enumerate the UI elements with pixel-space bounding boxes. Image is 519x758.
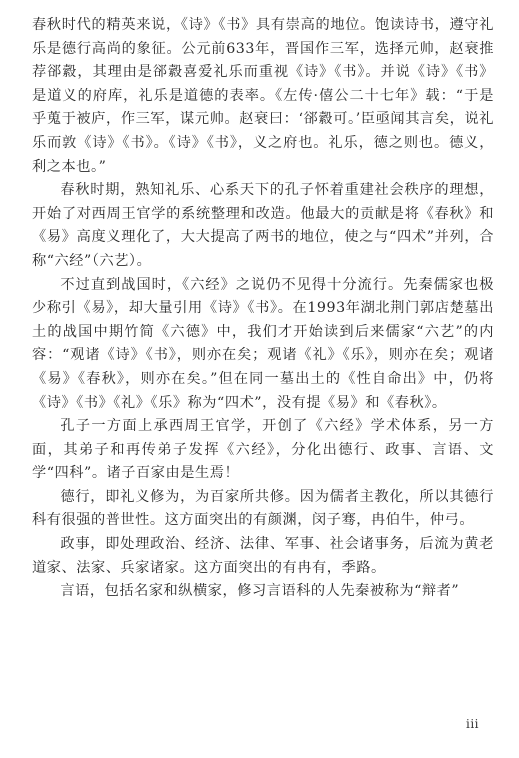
paragraph-5: 德行，即礼义修为，为百家所共修。因为儒者主教化，所以其德行科有很强的普世性。这方面突出的有颜渊，闵子骞，冉伯牛，仲弓。 (32, 488, 494, 529)
paragraph-6: 政事，即处理政治、经济、法律、军事、社会诸事务，后流为黄老道家、法家、兵家诸家。这方面突出的有冉有，季路。 (32, 536, 494, 576)
paragraph-3: 不过直到战国时，《六经》之说仍不见得十分流行。先秦儒家也极少称引《易》，却大量引用《诗》《书》。在1993年湖北荆门郭店楚墓出土的战国中期竹简《六德》中，我们才开始读到后来儒家“六艺”的内容：“观诸《诗》《书》，则亦在矣；观诸《礼》《乐》，则亦在矣；观诸《易》《春秋》，则亦在矣。”但在同一墓出土的《性自命出》中，仍将《诗》《书》《礼》《乐》称为“四术”，没有提《易》和《春秋》。 (32, 276, 494, 411)
paragraph-2: 春秋时期，熟知礼乐、心系天下的孔子怀着重建社会秩序的理想，开始了对西周王官学的系统整理和改造。他最大的贡献是将《春秋》和《易》高度义理化了，大大提高了两书的地位，使之与“四术”并列，合称“六经”（六艺）。 (32, 182, 494, 269)
paragraph-4: 孔子一方面上承西周王官学，开创了《六经》学术体系，另一方面，其弟子和再传弟子发挥《六经》，分化出德行、政事、言语、文学“四科”。诸子百家由是生焉！ (32, 418, 494, 482)
page-number: iii (465, 717, 479, 731)
paragraph-1: 春秋时代的精英来说，《诗》《书》具有崇高的地位。饱读诗书，遵守礼乐是德行高尚的象征。公元前633年，晋国作三军，选择元帅，赵衰推荐郤縠，其理由是郤縠喜爱礼乐而重视《诗》《书》。并说《诗》《书》是道义的府库，礼乐是道德的表率。《左传·僖公二十七年》载：“于是乎蒐于被庐，作三军，谋元帅。赵衰曰：‘郤縠可。’臣亟闻其言矣，说礼乐而敦《诗》《书》。《诗》《书》，义之府也。礼乐，德之则也。德义，利之本也。” (32, 17, 494, 175)
body-text (32, 14, 494, 604)
paragraph-7: 言语，包括名家和纵横家，修习言语科的人先秦被称为“辩者” (60, 583, 460, 600)
